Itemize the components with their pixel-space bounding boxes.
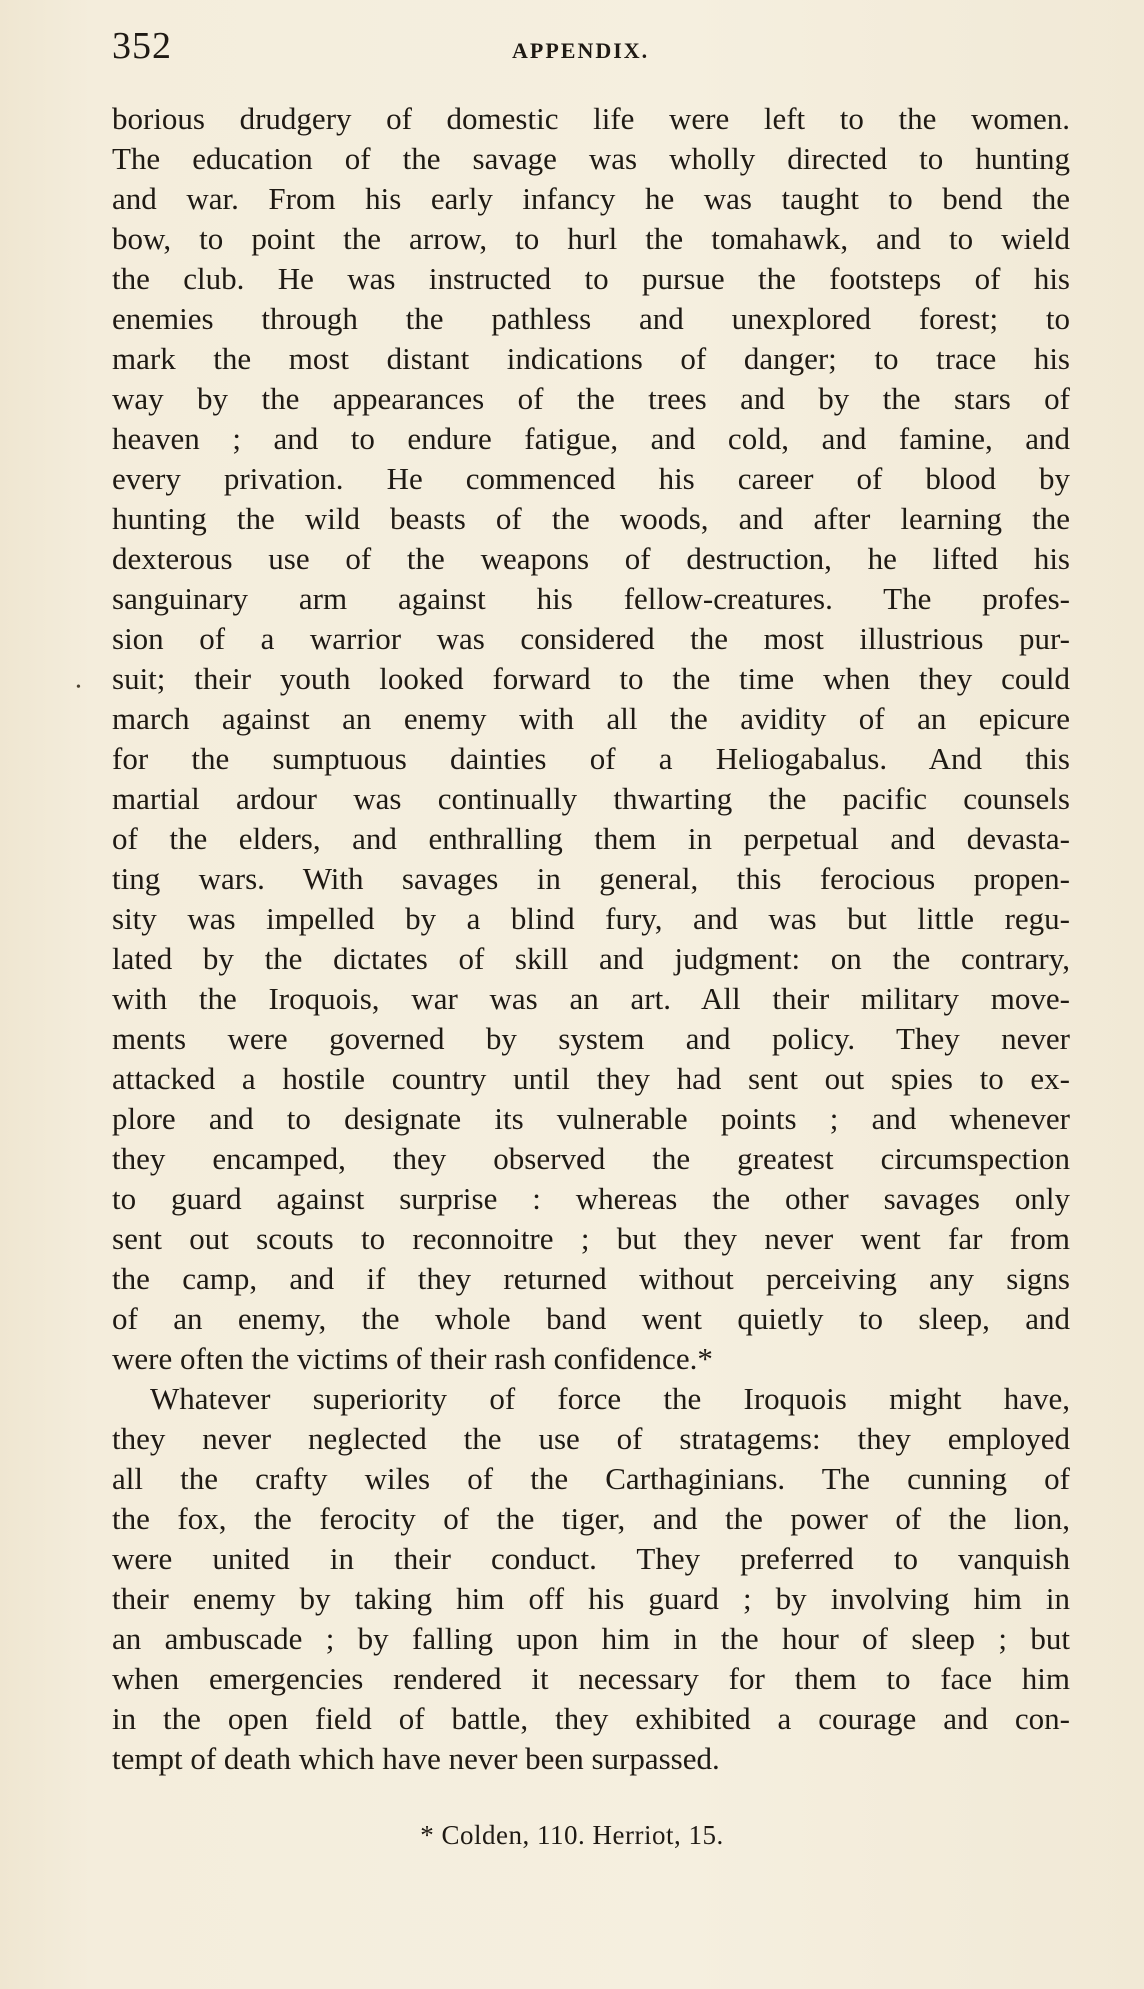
text-line: plore and to designate its vulnerable points ; and whenever — [112, 1101, 1070, 1136]
text-line: all the crafty wiles of the Carthaginians. The cunning of — [112, 1461, 1070, 1496]
text-line: were often the victims of their rash confidence.* — [112, 1341, 713, 1376]
text-line: for the sumptuous dainties of a Heliogabalus. And this — [112, 741, 1070, 776]
text-line: an ambuscade ; by falling upon him in the hour of sleep ; but — [112, 1621, 1070, 1656]
text-line: sent out scouts to reconnoitre ; but they never went far from — [112, 1221, 1070, 1256]
text-line: to guard against surprise : whereas the other savages only — [112, 1181, 1070, 1216]
text-line: they encamped, they observed the greatest circumspection — [112, 1141, 1070, 1176]
body-text — [112, 99, 1070, 1779]
text-line: every privation. He commenced his career of blood by — [112, 461, 1070, 496]
text-line: sanguinary arm against his fellow-creatures. The profes- — [112, 581, 1070, 616]
text-line: Whatever superiority of force the Iroquois might have, — [150, 1381, 1070, 1416]
text-line: their enemy by taking him off his guard ; by involving him in — [112, 1581, 1070, 1616]
text-line: suit; their youth looked forward to the time when they could — [112, 661, 1070, 696]
text-line: way by the appearances of the trees and by the stars of — [112, 381, 1070, 416]
footnote: * Colden, 110. Herriot, 15. — [420, 1820, 724, 1850]
text-line: with the Iroquois, war was an art. All their military move- — [112, 981, 1070, 1016]
running-head: APPENDIX. — [512, 38, 650, 63]
text-line: march against an enemy with all the avidity of an epicure — [112, 701, 1070, 736]
page-header — [112, 24, 1062, 74]
text-line: the camp, and if they returned without perceiving any signs — [112, 1261, 1070, 1296]
margin-mark: • — [76, 680, 81, 695]
text-line: hunting the wild beasts of the woods, and after learning the — [112, 501, 1070, 536]
paragraph-1 — [112, 99, 1070, 1379]
text-line: ments were governed by system and policy. They never — [112, 1021, 1070, 1056]
text-line: martial ardour was continually thwarting the pacific counsels — [112, 781, 1070, 816]
text-line: the club. He was instructed to pursue the footsteps of his — [112, 261, 1070, 296]
text-line: borious drudgery of domestic life were left to the women. — [112, 101, 1070, 136]
text-line: of the elders, and enthralling them in perpetual and devasta- — [112, 821, 1070, 856]
text-line: were united in their conduct. They preferred to vanquish — [112, 1541, 1070, 1576]
text-line: sion of a warrior was considered the most illustrious pur- — [112, 621, 1070, 656]
text-line: mark the most distant indications of danger; to trace his — [112, 341, 1070, 376]
text-line: ting wars. With savages in general, this ferocious propen- — [112, 861, 1070, 896]
text-line: when emergencies rendered it necessary for them to face him — [112, 1661, 1070, 1696]
text-line: in the open field of battle, they exhibited a courage and con- — [112, 1701, 1070, 1736]
text-line: bow, to point the arrow, to hurl the tomahawk, and to wield — [112, 221, 1070, 256]
page-number: 352 — [112, 25, 172, 67]
text-line: lated by the dictates of skill and judgment: on the contrary, — [112, 941, 1070, 976]
text-line: The education of the savage was wholly directed to hunting — [112, 141, 1070, 176]
text-line: dexterous use of the weapons of destruction, he lifted his — [112, 541, 1070, 576]
text-line: heaven ; and to endure fatigue, and cold, and famine, and — [112, 421, 1070, 456]
text-line: of an enemy, the whole band went quietly to sleep, and — [112, 1301, 1070, 1336]
text-line: they never neglected the use of stratagems: they employed — [112, 1421, 1070, 1456]
text-line: tempt of death which have never been surpassed. — [112, 1741, 720, 1776]
paragraph-2 — [112, 1379, 1070, 1779]
text-line: enemies through the pathless and unexplored forest; to — [112, 301, 1070, 336]
text-line: and war. From his early infancy he was taught to bend the — [112, 181, 1070, 216]
text-line: sity was impelled by a blind fury, and was but little regu- — [112, 901, 1070, 936]
text-line: attacked a hostile country until they had sent out spies to ex- — [112, 1061, 1070, 1096]
text-line: the fox, the ferocity of the tiger, and the power of the lion, — [112, 1501, 1070, 1536]
